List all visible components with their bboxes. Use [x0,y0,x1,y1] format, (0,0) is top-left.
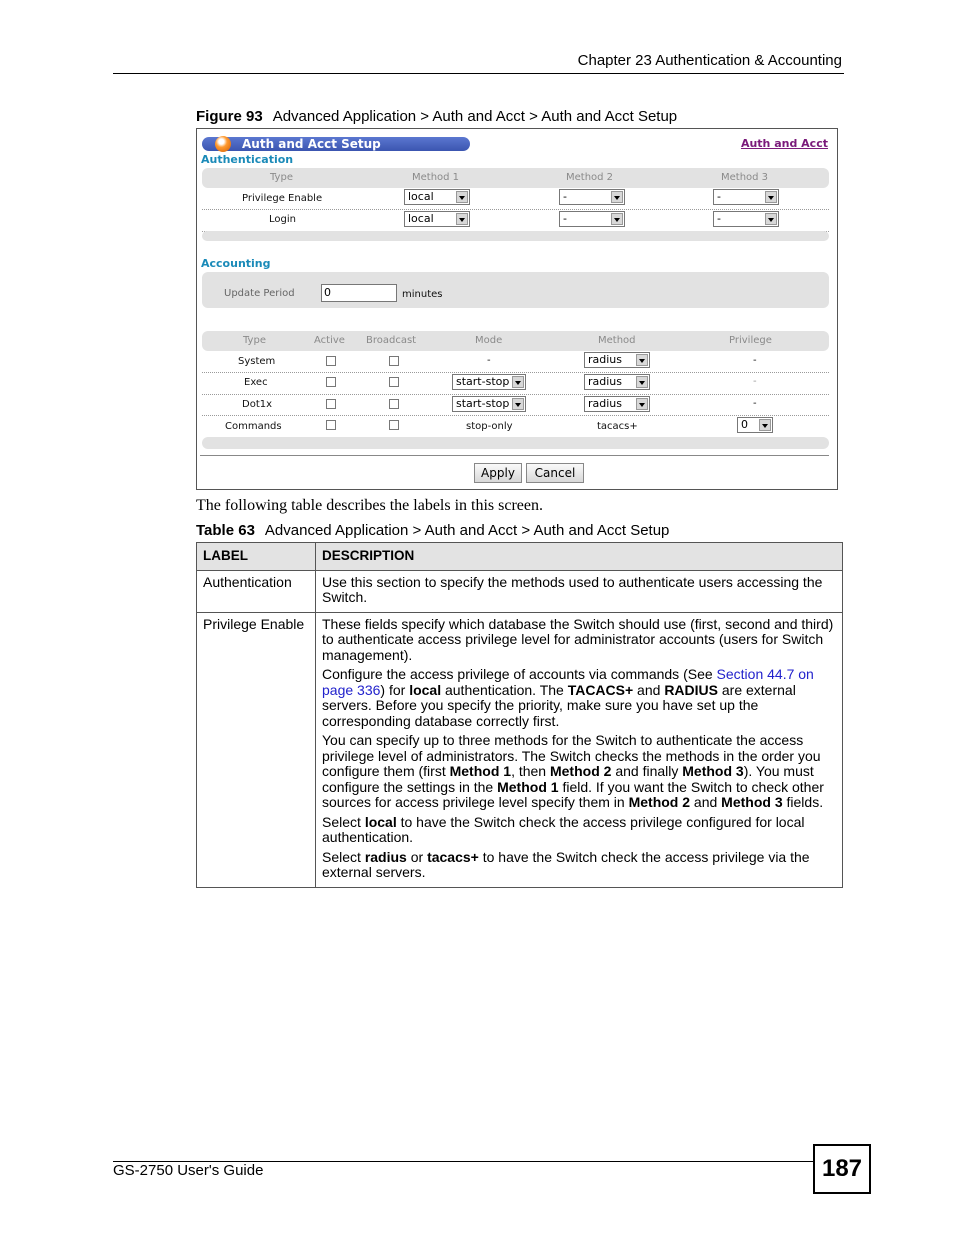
cancel-button[interactable]: Cancel [526,463,584,483]
chevron-down-icon [512,376,524,388]
page-number: 187 [813,1144,871,1194]
acct-row-system [202,351,829,373]
dot1x-privilege-value: - [753,398,757,409]
commands-active-checkbox[interactable] [326,420,336,430]
chevron-down-icon [765,191,777,203]
system-method-select[interactable]: radius [584,352,650,368]
table-caption [196,522,669,539]
commands-broadcast-checkbox[interactable] [389,420,399,430]
acct-col-mode: Mode [475,335,503,346]
commands-mode-value: stop-only [466,421,513,432]
auth-col-method2: Method 2 [566,172,614,183]
table-row [197,612,843,887]
header-rule [113,73,844,74]
screenshot-frame [196,128,838,490]
desc-paragraph: Select local to have the Switch check the access privilege configured for local authentication. [322,813,805,845]
auth-col-method1: Method 1 [412,172,460,183]
acct-col-active: Active [314,335,345,346]
chevron-down-icon [765,213,777,225]
exec-mode-select[interactable]: start-stop [452,374,526,390]
acct-type-exec: Exec [244,377,268,388]
auth-type-privilege: Privilege Enable [242,193,323,204]
exec-privilege-value: - [753,376,757,387]
chapter-header: Chapter 23 Authentication & Accounting [577,52,842,69]
chevron-down-icon [636,398,648,410]
footer-guide: GS-2750 User's Guide [113,1162,264,1179]
privilege-method3-select[interactable]: - [713,189,779,205]
system-broadcast-checkbox[interactable] [389,356,399,366]
exec-method-select[interactable]: radius [584,374,650,390]
acct-type-commands: Commands [225,421,282,432]
dot1x-broadcast-checkbox[interactable] [389,399,399,409]
auth-col-method3: Method 3 [721,172,769,183]
desc-paragraph: Select radius or tacacs+ to have the Switch check the access privilege via the external servers. [322,848,810,880]
acct-col-privilege: Privilege [729,335,772,346]
system-active-checkbox[interactable] [326,356,336,366]
auth-footer-band [202,231,829,241]
login-method3-select[interactable]: - [713,211,779,227]
apply-button[interactable]: Apply [474,463,522,483]
update-period-label: Update Period [224,288,295,299]
table-header-row [197,543,843,571]
table-intro: The following table describes the labels in this screen. [196,497,544,514]
section-link[interactable]: Section 44.7 on page 336 [322,666,814,698]
commands-method-value: tacacs+ [597,421,638,432]
login-method2-select[interactable]: - [559,211,625,227]
update-period-band [202,272,829,308]
acct-footer-band [202,437,829,449]
auth-type-login: Login [269,214,296,225]
dot1x-mode-select[interactable]: start-stop [452,396,526,412]
auth-acct-link[interactable]: Auth and Acct [740,137,828,150]
desc-paragraph: These fields specify which database the Switch should use (first, second and third) to authenticate access privilege level for administrator accounts (users for Switch management). [322,615,834,663]
table-title: Advanced Application > Auth and Acct > Auth and Acct Setup [264,522,670,539]
exec-active-checkbox[interactable] [326,377,336,387]
login-method1-select[interactable]: local [404,211,470,227]
acct-col-type: Type [243,335,266,346]
chevron-down-icon [611,191,623,203]
desc-paragraph: You can specify up to three methods for the Switch to authenticate the access privilege level of administrators. The Switch checks the methods in the order you configure them (first Method 1, then Method 2 and finally Method 3). You must configure the settings in the Method 1 field. If you want the Switch to check other sources for access privilege level specify them in Method 2 and Method 3 fields. [322,732,824,810]
chevron-down-icon [759,419,771,431]
row-label: Authentication [197,570,316,612]
accounting-section-title: Accounting [201,257,271,270]
commands-privilege-select[interactable]: 0 [737,417,773,433]
col-label-header: LABEL [197,543,316,571]
auth-col-type: Type [270,172,293,183]
acct-col-broadcast: Broadcast [366,335,417,346]
dot1x-active-checkbox[interactable] [326,399,336,409]
chevron-down-icon [456,213,468,225]
description-table [196,542,843,888]
update-period-unit: minutes [402,289,443,300]
acct-type-dot1x: Dot1x [242,399,273,410]
desc-paragraph: Configure the access privilege of accounts via commands (See Section 44.7 on page 336) for local authentication. The TACACS+ and RADIUS are external servers. Before you specify the priority, make sure you have set up the corresponding database correctly first. [322,666,814,729]
acct-row-commands [202,415,829,437]
privilege-method2-select[interactable]: - [559,189,625,205]
col-description-header: DESCRIPTION [316,543,843,571]
chevron-down-icon [611,213,623,225]
figure-caption [196,108,677,125]
dot1x-method-select[interactable]: radius [584,396,650,412]
update-period-input[interactable]: 0 [321,284,397,302]
figure-label: Figure 93 [196,108,263,125]
figure-title: Advanced Application > Auth and Acct > Auth and Acct Setup [272,108,678,125]
chevron-down-icon [512,398,524,410]
acct-col-method: Method [598,335,636,346]
row-description [316,612,843,887]
system-privilege-value: - [753,355,757,366]
chevron-down-icon [636,376,648,388]
system-mode-value: - [487,355,491,366]
button-divider [200,455,829,456]
screen-title: Auth and Acct Setup [242,137,381,151]
globe-icon [215,136,231,152]
chevron-down-icon [636,354,648,366]
chevron-down-icon [456,191,468,203]
row-label: Privilege Enable [197,612,316,887]
table-label: Table 63 [196,522,255,539]
acct-type-system: System [238,356,276,367]
table-row [197,570,843,612]
privilege-method1-select[interactable]: local [404,189,470,205]
row-description: Use this section to specify the methods used to authenticate users accessing the Switch. [316,570,843,612]
exec-broadcast-checkbox[interactable] [389,377,399,387]
authentication-section-title: Authentication [201,153,294,166]
